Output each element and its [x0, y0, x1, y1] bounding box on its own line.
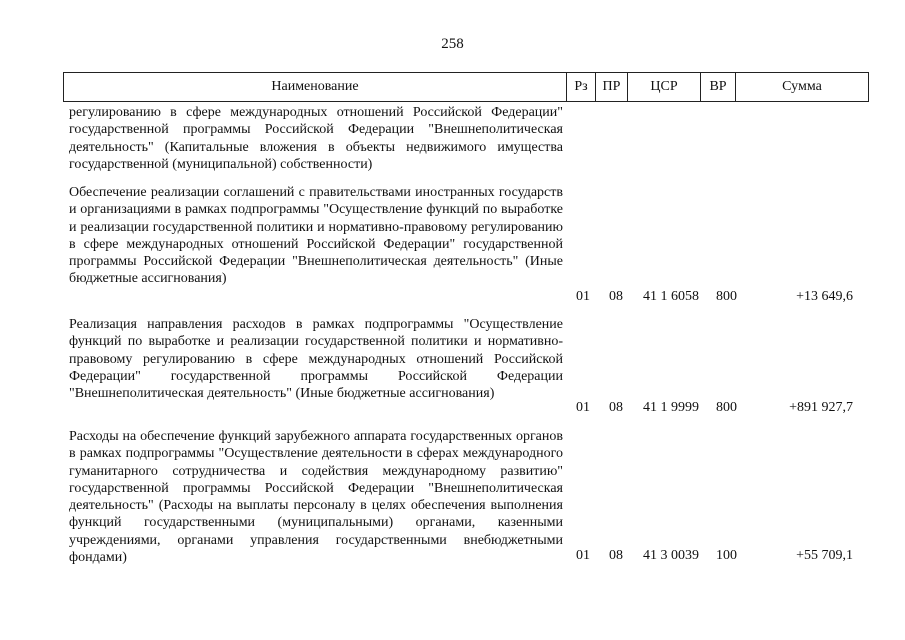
table-cell-sum: +891 927,7 [789, 400, 853, 415]
column-header-sum: Сумма [735, 73, 868, 101]
page-number: 258 [441, 36, 464, 52]
table-row-name: регулированию в сфере международных отношений Российской Федерации" государственной программы Российской Федерации "Внешнеполитическая деятельность" (Капитальные вложения в объекты недвижимого имущества государственной (муниципальной) собственности) [69, 105, 563, 172]
table-cell-csr: 41 1 6058 [643, 289, 699, 304]
table-cell-pr: 08 [609, 289, 623, 304]
table-cell-vr: 800 [716, 289, 737, 304]
column-header-vr: ВР [700, 73, 735, 101]
table-cell-rz: 01 [576, 289, 590, 304]
column-header-csr: ЦСР [627, 73, 700, 101]
table-cell-vr: 800 [716, 400, 737, 415]
table-row-name: Реализация направления расходов в рамках подпрограммы "Осуществление функций по выработке и реализации государственной политики и нормативно-правовому регулированию в сфере международных отношений Российской Федерации" государственной программы Российской Федерации "Внешнеполитическая деятельность" (Иные бюджетные ассигнования) [69, 317, 563, 402]
table-cell-csr: 41 3 0039 [643, 548, 699, 563]
table-cell-sum: +55 709,1 [796, 548, 853, 563]
column-header-rz: Рз [566, 73, 595, 101]
column-header-pr: ПР [595, 73, 627, 101]
table-cell-sum: +13 649,6 [796, 289, 853, 304]
table-row-name: Расходы на обеспечение функций зарубежного аппарата государственных органов в рамках подпрограммы "Осуществление деятельности в сферах международного гуманитарного сотрудничества и содействия международному развитию" государственной программы Российской Федерации "Внешнеполитическая деятельность" (Расходы на выплаты персоналу в целях обеспечения выполнения функций государственными (муниципальными) органами, казенными учреждениями, органами управления государственными внебюджетными фондами) [69, 429, 563, 566]
table-row-name: Обеспечение реализации соглашений с правительствами иностранных государств и организациями в рамках подпрограммы "Осуществление функций по выработке и реализации государственной политики и нормативно-правовому регулированию в сфере международных отношений Российской Федерации" государственной программы Российской Федерации "Внешнеполитическая деятельность" (Иные бюджетные ассигнования) [69, 185, 563, 287]
column-header-name: Наименование [271, 79, 359, 94]
table-cell-vr: 100 [716, 548, 737, 563]
table-cell-rz: 01 [576, 400, 590, 415]
table-cell-csr: 41 1 9999 [643, 400, 699, 415]
table-header [63, 72, 869, 102]
table-cell-pr: 08 [609, 400, 623, 415]
table-cell-rz: 01 [576, 548, 590, 563]
table-cell-pr: 08 [609, 548, 623, 563]
